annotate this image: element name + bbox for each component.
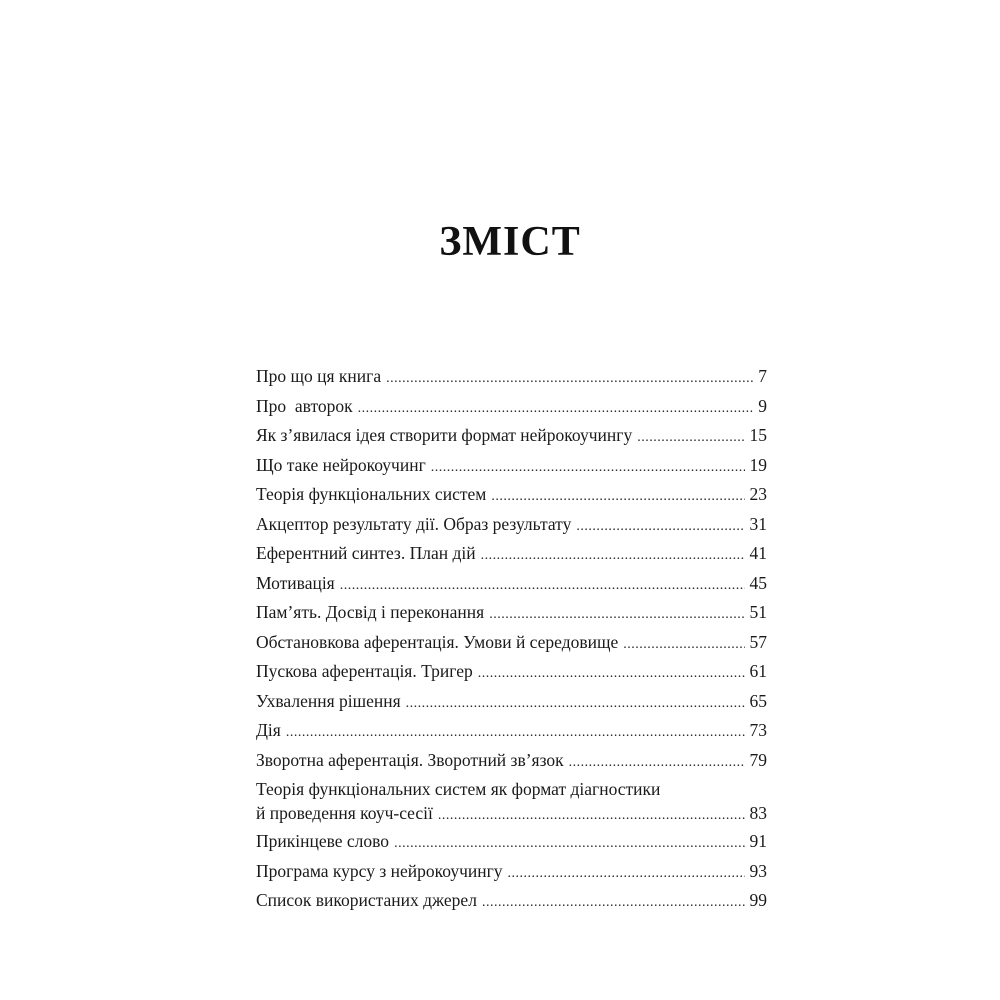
toc-entry <box>256 886 767 916</box>
page-title: ЗМІСТ <box>439 219 581 265</box>
toc-entry <box>256 480 767 510</box>
dot-leader <box>569 746 745 778</box>
dot-leader <box>358 392 754 424</box>
dot-leader <box>481 539 745 571</box>
dot-leader <box>508 857 745 889</box>
toc-entry <box>256 827 767 857</box>
toc-entry <box>256 657 767 687</box>
dot-leader <box>623 628 744 660</box>
toc-entry <box>256 857 767 887</box>
toc-entry-page: 61 <box>749 661 767 681</box>
toc-entry-page: 93 <box>749 860 767 881</box>
dot-leader <box>386 362 753 394</box>
toc-entry-title: Теорія функціональних систем <box>256 484 487 504</box>
toc-entry-page: 51 <box>749 602 767 622</box>
toc-entry-title: Прикінцеве слово <box>256 831 390 851</box>
toc-entry-page: 31 <box>749 513 767 534</box>
toc-entry <box>256 362 767 392</box>
toc-entry <box>256 421 767 451</box>
toc-entry-page: 19 <box>749 454 767 475</box>
toc-entry-multiline <box>256 775 767 827</box>
toc-entry-title: Список використаних джерел <box>256 890 477 910</box>
toc-entry-title: Ухвалення рішення <box>256 690 401 711</box>
toc-entry-page: 23 <box>749 484 767 504</box>
toc-entry <box>256 569 767 599</box>
table-of-contents <box>256 362 767 916</box>
toc-entry <box>256 628 767 658</box>
dot-leader <box>431 451 745 483</box>
toc-entry-title: Мотивація <box>256 572 335 593</box>
toc-entry-title: Що таке нейрокоучинг <box>256 454 426 475</box>
dot-leader <box>406 687 745 719</box>
toc-entry <box>256 598 767 628</box>
toc-entry-page: 83 <box>749 803 767 823</box>
toc-entry-title: Дія <box>256 720 281 740</box>
toc-entry <box>256 687 767 717</box>
dot-leader <box>438 800 745 829</box>
toc-entry-page: 73 <box>749 720 767 740</box>
dot-leader <box>482 886 745 918</box>
toc-entry-title: Пам’ять. Досвід і переконання <box>256 602 485 622</box>
dot-leader <box>576 510 744 542</box>
toc-entry-title: Як з’явилася ідея створити формат нейрокоучингу <box>256 425 633 445</box>
toc-entry-page: 91 <box>749 831 767 851</box>
dot-leader <box>637 421 744 453</box>
toc-entry <box>256 539 767 569</box>
dot-leader <box>491 480 744 512</box>
toc-entry <box>256 392 767 422</box>
toc-entry-page: 65 <box>749 690 767 711</box>
toc-entry <box>256 451 767 481</box>
toc-entry-page: 57 <box>749 631 767 652</box>
toc-entry-page: 45 <box>749 572 767 593</box>
toc-entry-page: 15 <box>749 425 767 445</box>
toc-entry-title: Зворотна аферентація. Зворотний зв’язок <box>256 749 564 770</box>
toc-entry-title-line2: й проведення коуч-сесії <box>256 803 433 823</box>
toc-entry-page: 79 <box>749 749 767 770</box>
dot-leader <box>286 716 745 748</box>
toc-entry <box>256 746 767 776</box>
toc-entry-title: Про що ця книга <box>256 366 382 386</box>
dot-leader <box>340 569 745 601</box>
dot-leader <box>394 827 744 859</box>
toc-entry-title: Програма курсу з нейрокоучингу <box>256 860 503 881</box>
toc-entry-last-line <box>256 800 767 827</box>
toc-entry-title: Пускова аферентація. Тригер <box>256 661 473 681</box>
toc-entry-title-line1: Теорія функціональних систем як формат діагностики <box>256 779 661 799</box>
toc-entry-title: Акцептор результату дії. Образ результату <box>256 513 572 534</box>
toc-entry <box>256 716 767 746</box>
toc-entry-title: Обстановкова аферентація. Умови й середовище <box>256 631 619 652</box>
toc-entry-title: Про авторок <box>256 395 353 416</box>
toc-entry <box>256 510 767 540</box>
dot-leader <box>478 657 745 689</box>
toc-entry-page: 9 <box>758 395 767 416</box>
toc-entry-page: 7 <box>758 366 767 386</box>
dot-leader <box>489 598 744 630</box>
toc-entry-page: 99 <box>749 890 767 910</box>
toc-entry-page: 41 <box>749 543 767 563</box>
toc-entry-title: Еферентний синтез. План дій <box>256 543 476 563</box>
